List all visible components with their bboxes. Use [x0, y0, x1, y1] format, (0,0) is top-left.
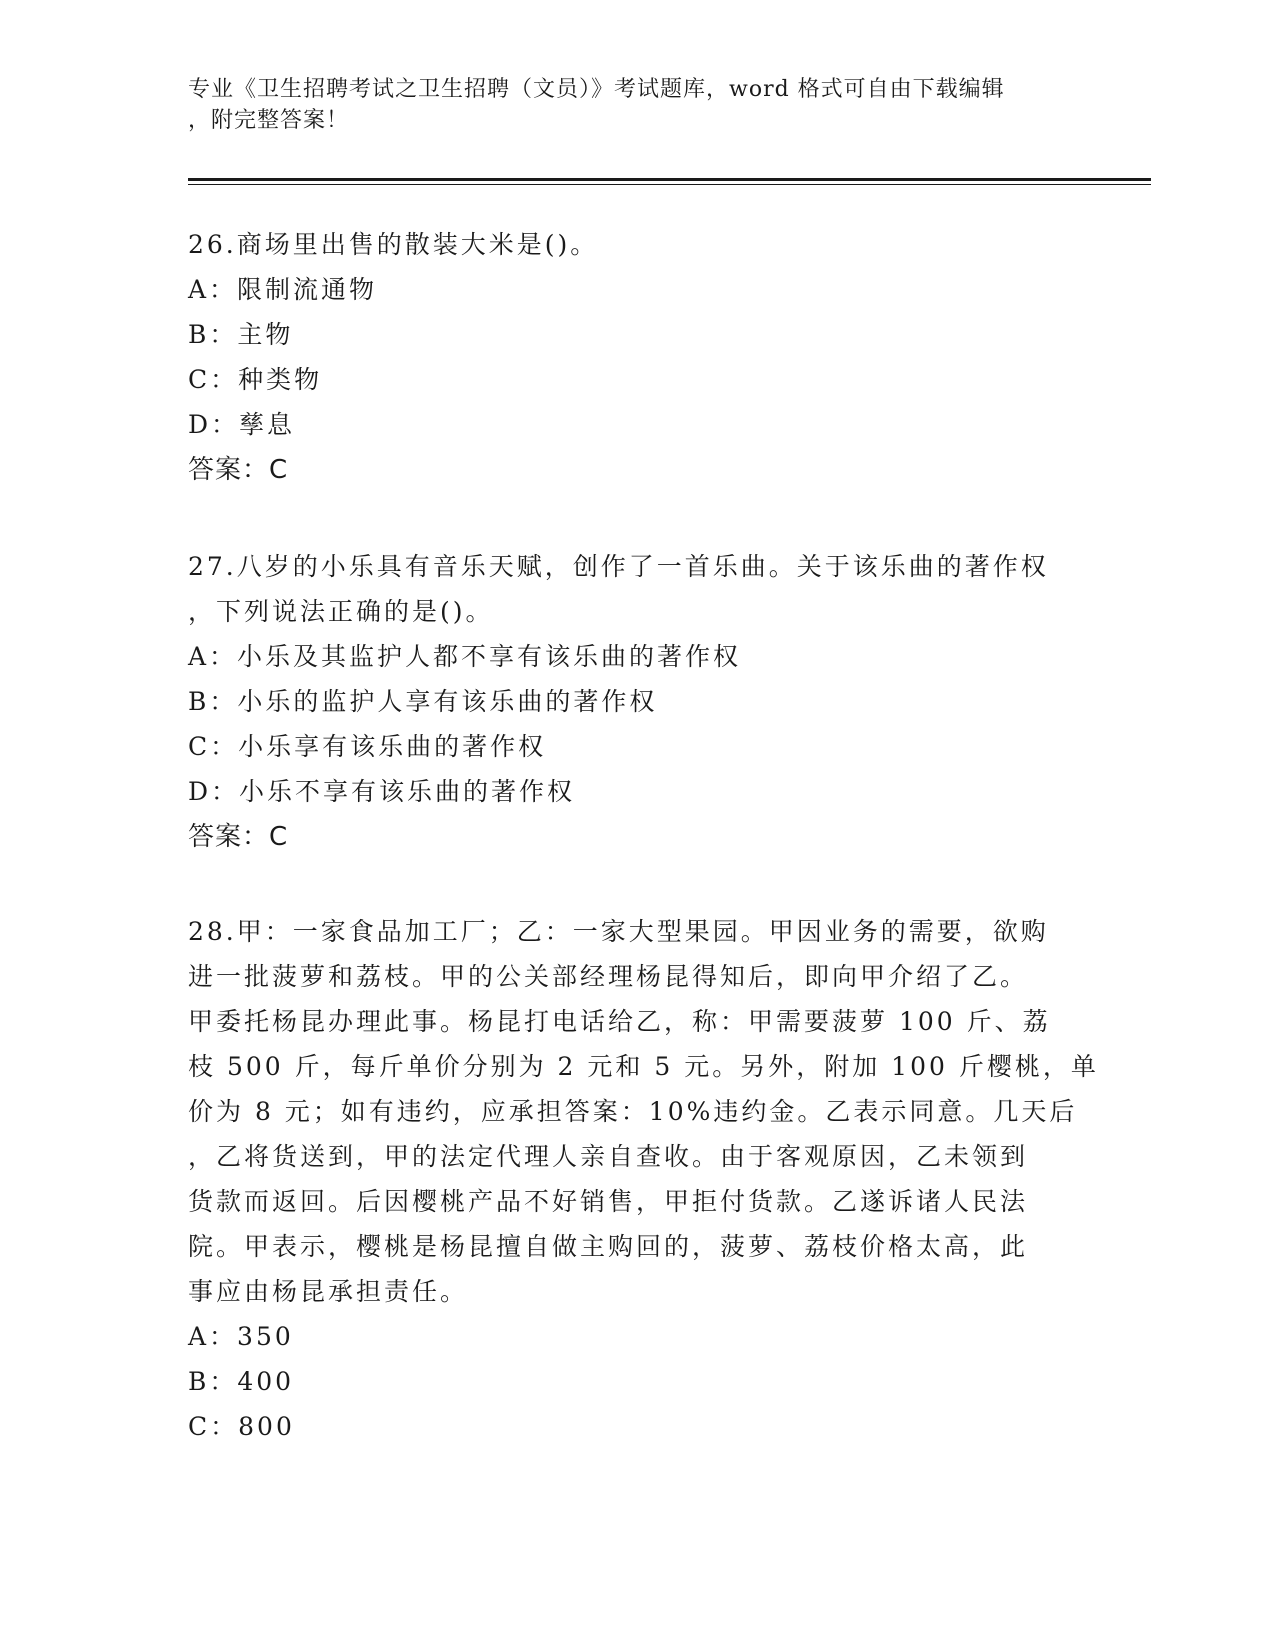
question-26-answer: 答案：C: [188, 455, 289, 485]
question-28-stem-line-5: 价为 8 元；如有违约，应承担答案：10%违约金。乙表示同意。几天后: [188, 1097, 1078, 1126]
question-26-option-c: C：种类物: [188, 365, 323, 394]
question-28-stem-line-1: 28.甲：一家食品加工厂；乙：一家大型果园。甲因业务的需要，欲购: [188, 917, 1049, 946]
question-26-stem: 26.商场里出售的散装大米是()。: [188, 230, 599, 259]
question-28-option-c: C：800: [188, 1412, 295, 1441]
question-28-stem-line-6: ，乙将货送到，甲的法定代理人亲自查收。由于客观原因，乙未领到: [188, 1142, 1029, 1171]
question-27-stem-line-2: ，下列说法正确的是()。: [188, 597, 494, 626]
header-divider-thin: [188, 184, 1151, 185]
question-27-stem-line-1: 27.八岁的小乐具有音乐天赋，创作了一首乐曲。关于该乐曲的著作权: [188, 552, 1049, 581]
header-line-1: 专业《卫生招聘考试之卫生招聘（文员）》考试题库，word 格式可自由下载编辑: [188, 77, 1005, 102]
question-27-option-a: A：小乐及其监护人都不享有该乐曲的著作权: [188, 642, 742, 671]
question-26-option-a: A：限制流通物: [188, 275, 378, 304]
question-28-stem-line-2: 进一批菠萝和荔枝。甲的公关部经理杨昆得知后，即向甲介绍了乙。: [188, 962, 1029, 991]
question-28-stem-line-3: 甲委托杨昆办理此事。杨昆打电话给乙，称：甲需要菠萝 100 斤、荔: [188, 1007, 1051, 1036]
question-27-option-b: B：小乐的监护人享有该乐曲的著作权: [188, 687, 658, 716]
question-26-option-b: B：主物: [188, 320, 294, 349]
question-28-option-a: A：350: [188, 1322, 294, 1351]
question-26-option-d: D：孳息: [188, 410, 296, 439]
header-divider-thick: [188, 178, 1151, 181]
header-line-2: ，附完整答案！: [188, 108, 350, 133]
question-27-option-c: C：小乐享有该乐曲的著作权: [188, 732, 547, 761]
question-28-stem-line-9: 事应由杨昆承担责任。: [188, 1277, 469, 1306]
question-27-option-d: D：小乐不享有该乐曲的著作权: [188, 777, 576, 806]
question-27-answer: 答案：C: [188, 822, 289, 852]
document-header: [188, 74, 1068, 136]
question-28-stem-line-8: 院。甲表示，樱桃是杨昆擅自做主购回的，菠萝、荔枝价格太高，此: [188, 1232, 1029, 1261]
question-28-stem-line-7: 货款而返回。后因樱桃产品不好销售，甲拒付货款。乙遂诉诸人民法: [188, 1187, 1029, 1216]
question-28-stem-line-4: 枝 500 斤，每斤单价分别为 2 元和 5 元。另外，附加 100 斤樱桃，单: [188, 1052, 1099, 1081]
question-28-option-b: B：400: [188, 1367, 295, 1396]
